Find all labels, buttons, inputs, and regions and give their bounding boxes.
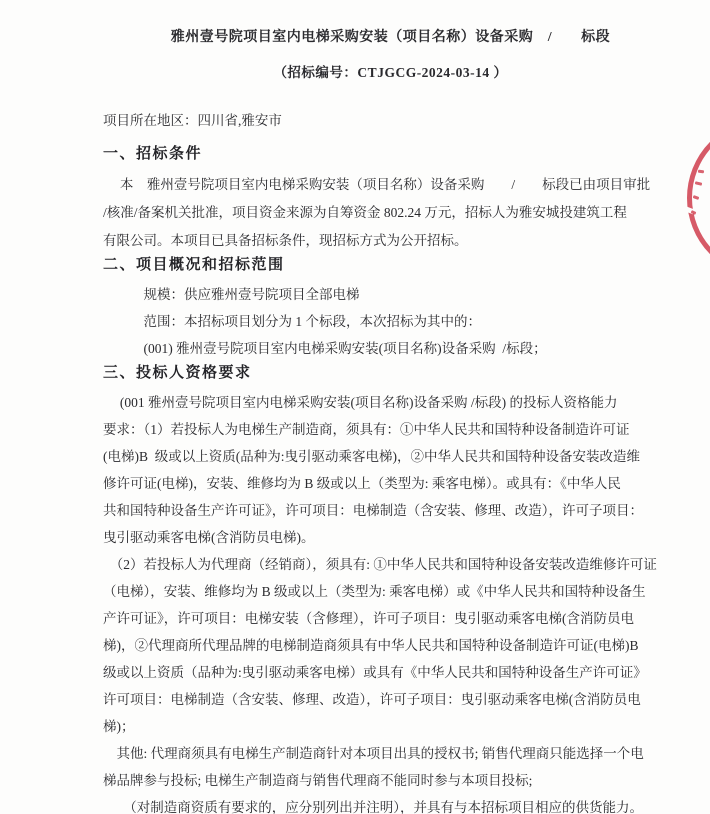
text-line: /核准/备案机关批准，项目资金来源为自筹资金 802.24 万元，招标人为雅安城投建筑工程 [103, 205, 627, 220]
text-line: 其他: 代理商须具有电梯生产制造商针对本项目出具的授权书; 销售代理商只能选择一个电 [103, 746, 644, 761]
project-overview-paragraph [103, 281, 678, 362]
text-line: (电梯)B 级或以上资质(品种为:曳引驱动乘客电梯)，②中华人民共和国特种设备安装改造维 [103, 449, 640, 464]
text-line: （对制造商资质有要求的，应分别列出并注明），并具有与本招标项目相应的供货能力。 [103, 800, 643, 814]
text-line: 许可项目：电梯制造（含安装、修理、改造），许可子项目：曳引驱动乘客电梯(含消防员电 [103, 692, 641, 707]
project-location-line: 项目所在地区：四川省,雅安市 [103, 113, 282, 128]
text-line: 梯品牌参与投标; 电梯生产制造商与销售代理商不能同时参与本项目投标; [103, 773, 533, 788]
text-line: 要求：（1）若投标人为电梯生产制造商，须具有：①中华人民共和国特种设备制造许可证 [103, 422, 630, 437]
text-line: (001) 雅州壹号院项目室内电梯采购安装(项目名称)设备采购 /标段； [103, 341, 547, 356]
text-line: 有限公司。本项目已具备招标条件，现招标方式为公开招标。 [103, 233, 468, 248]
text-line: 规模：供应雅州壹号院项目全部电梯 [103, 287, 360, 302]
text-line: 梯)，②代理商所代理品牌的电梯制造商须具有中华人民共和国特种设备制造许可证(电梯)B [103, 638, 639, 653]
text-line: 产许可证》，许可项目：电梯安装（含修理），许可子项目：曳引驱动乘客电梯(含消防员电 [103, 611, 634, 626]
document-title: 雅州壹号院项目室内电梯采购安装（项目名称）设备采购 / 标段 [170, 30, 611, 45]
bidder-qualification-paragraph [103, 389, 678, 814]
section-heading-project-overview: 二、项目概况和招标范围 [103, 256, 285, 273]
text-line: 共和国特种设备生产许可证》，许可项目：电梯制造（含安装、修理、改造），许可子项目： [103, 503, 643, 518]
tender-number-line: （招标编号：CTJGCG-2024-03-14 ） [273, 65, 508, 80]
seal-text-fragment [698, 170, 704, 174]
section-heading-bidder-qualification: 三、投标人资格要求 [103, 364, 252, 381]
text-line: 曳引驱动乘客电梯(含消防员电梯)。 [103, 530, 315, 545]
text-line: （电梯），安装、维修均为 B 级或以上（类型为: 乘客电梯）或《中华人民共和国特种设备生 [103, 584, 646, 599]
text-line: (001 雅州壹号院项目室内电梯采购安装(项目名称)设备采购 /标段) 的投标人资格能力 [103, 395, 618, 410]
text-line: （2）若投标人为代理商（经销商），须具有: ①中华人民共和国特种设备安装改造维修许可证 [103, 557, 657, 572]
text-line: 修许可证(电梯)，安装、维修均为 B 级或以上（类型为: 乘客电梯）。或具有：《中华人民 [103, 476, 621, 491]
bidding-conditions-paragraph [103, 171, 678, 255]
document-content [103, 26, 678, 814]
text-line: 范围：本招标项目划分为 1 个标段，本次招标为其中的： [103, 314, 481, 329]
text-line: 梯)； [103, 719, 135, 734]
text-line: 本 雅州壹号院项目室内电梯采购安装（项目名称）设备采购 / 标段已由项目审批 [103, 177, 651, 192]
section-heading-bidding-conditions: 一、招标条件 [103, 145, 203, 162]
text-line: 级或以上资质（品种为:曳引驱动乘客电梯）或具有《中华人民共和国特种设备生产许可证》 [103, 665, 647, 680]
